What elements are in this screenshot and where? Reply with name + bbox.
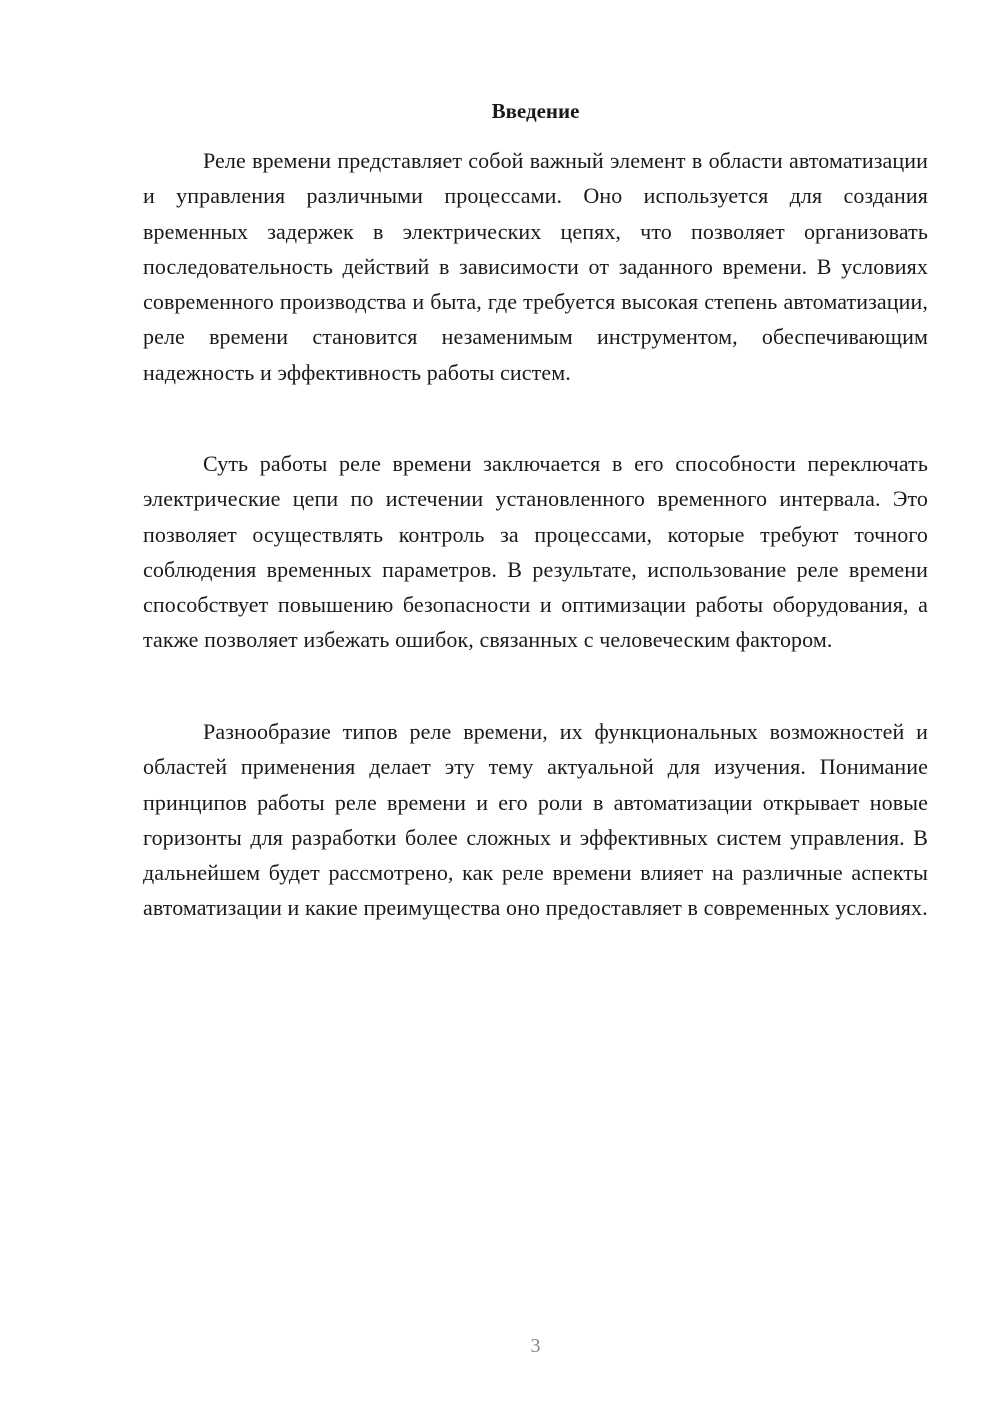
paragraph: Реле времени представляет собой важный элемент в области автоматизации и управления различными процессами. Оно используется для создания временных задержек в электрических цепях, что позволяет организовать последовательность действий в зависимости от заданного времени. В условиях современного производства и быта, где требуется высокая степень автоматизации, реле времени становится незаменимым инструментом, обеспечивающим надежность и эффективность работы систем. [143,148,928,385]
paragraph: Разнообразие типов реле времени, их функциональных возможностей и областей применения делает эту тему актуальной для изучения. Понимание принципов работы реле времени и его роли в автоматизации открывает новые горизонты для разработки более сложных и эффективных систем управления. В дальнейшем будет рассмотрено, как реле времени влияет на различные аспекты автоматизации и какие преимущества оно предоставляет в современных условиях. [143,719,928,921]
paragraph-block-3 [143,714,928,926]
page-number: 3 [530,1335,541,1357]
paragraph-block-2 [143,446,928,658]
paragraph-block-1 [143,143,928,390]
section-heading: Введение [491,99,580,123]
paragraph: Суть работы реле времени заключается в его способности переключать электрические цепи по истечении установленного временного интервала. Это позволяет осуществлять контроль за процессами, которые требуют точного соблюдения временных параметров. В результате, использование реле времени способствует повышению безопасности и оптимизации работы оборудования, а также позволяет избежать ошибок, связанных с человеческим фактором. [143,451,928,653]
